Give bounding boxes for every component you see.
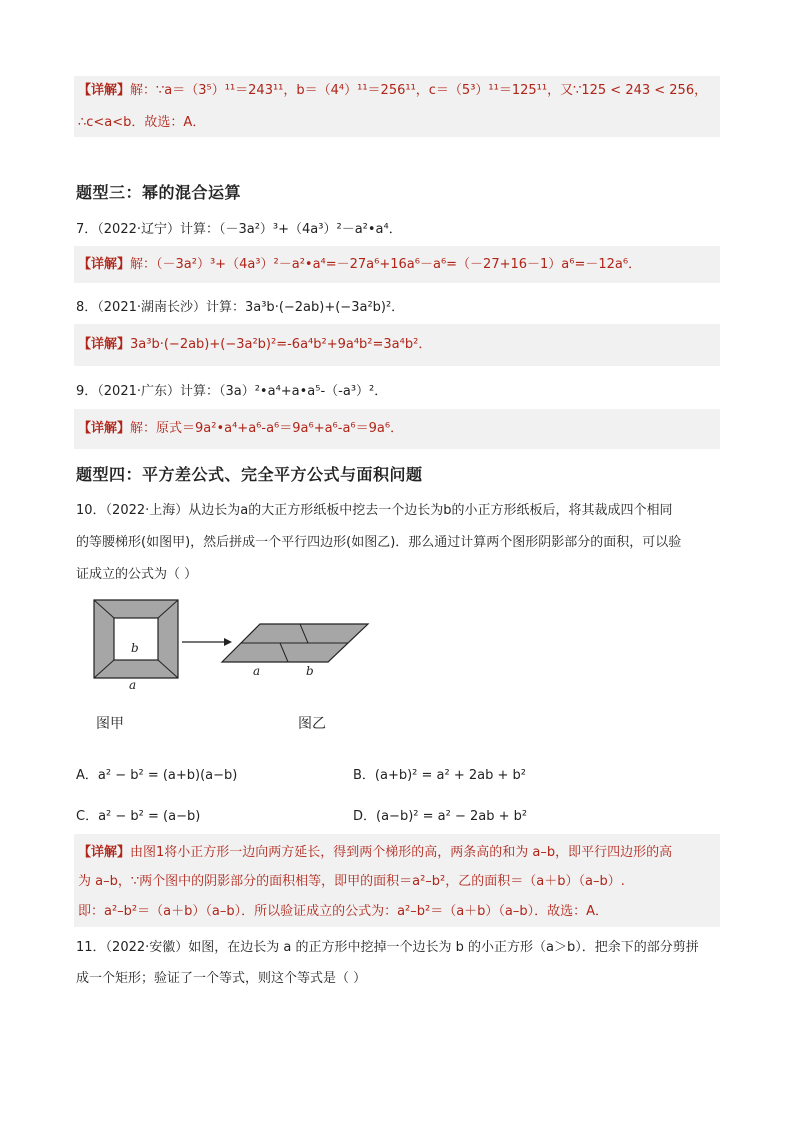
q10-answer-text1: 由图1将小正方形一边向两方延长，得到两个梯形的高，两条高的和为 a–b，即平行四边形的高 — [130, 845, 673, 860]
q7-answer — [78, 256, 641, 274]
q8-detail-tag: 【详解】 — [78, 337, 131, 352]
section-heading-4: 题型四：平方差公式、完全平方公式与面积问题 — [76, 465, 423, 484]
figure-yi-label-b: b — [306, 664, 314, 678]
q10-detail-tag: 【详解】 — [78, 845, 131, 860]
q9-stem: 9．（2021·广东）计算：（3a）²•a⁴+a•a⁵-（-a³）²． — [76, 384, 388, 399]
q10-stem-line1: 10．（2022·上海）从边长为a的大正方形纸板中挖去一个边长为b的小正方形纸板后，将其裁成四个相同 — [76, 503, 673, 518]
caption-jia: 图甲 — [96, 716, 124, 732]
q10-option-d[interactable]: D．(a−b)² = a² − 2ab + b² — [353, 809, 528, 824]
q10-option-c[interactable]: C．a² − b² = (a−b) — [76, 809, 201, 824]
q10-answer-line2: 为 a–b，∵两个图中的阴影部分的面积相等，即甲的面积＝a²–b²，乙的面积＝（a＋b）（a–b）. — [78, 874, 625, 889]
q6-answer-line2: ∴c<a<b．故选：A． — [78, 115, 206, 130]
q10-option-b[interactable]: B．(a+b)² = a² + 2ab + b² — [353, 768, 526, 783]
q7-stem: 7．（2022·辽宁）计算：（－3a²）³+（4a³）²－a²•a⁴． — [76, 222, 402, 237]
q9-detail-tag: 【详解】 — [78, 421, 131, 436]
figure-jia-label-b: b — [131, 641, 139, 655]
q11-stem-line2: 成一个矩形；验证了一个等式，则这个等式是（ ） — [76, 971, 367, 986]
q8-answer — [78, 336, 431, 354]
section-heading-3: 题型三：幂的混合运算 — [76, 183, 242, 202]
q10-answer-line3: 即：a²–b²＝（a＋b）（a–b）．所以验证成立的公式为：a²–b²＝（a＋b）（a–b）．故选：A． — [78, 904, 609, 919]
q7-detail-tag: 【详解】 — [78, 257, 131, 272]
q9-answer-text: 解：原式＝9a²•a⁴+a⁶-a⁶＝9a⁶+a⁶-a⁶＝9a⁶． — [130, 421, 404, 436]
q6-detail-tag: 【详解】 — [78, 83, 131, 98]
figure-yi-label-a: a — [253, 664, 261, 678]
q6-answer-text1: 解：∵a＝（3⁵）¹¹＝243¹¹，b＝（4⁴）¹¹＝256¹¹，c＝（5³）¹¹＝125¹¹，又∵125 < 243 < 256， — [130, 83, 708, 98]
q9-answer — [78, 420, 403, 438]
q11-stem-line1: 11．（2022·安徽）如图，在边长为 a 的正方形中挖掉一个边长为 b 的小正方形（a＞b）．把余下的部分剪拼 — [76, 940, 699, 955]
q10-option-a[interactable]: A．a² − b² = (a+b)(a−b) — [76, 768, 238, 783]
q10-stem-line3: 证成立的公式为（ ） — [76, 567, 198, 582]
q7-answer-text: 解：（－3a²）³+（4a³）²－a²•a⁴=－27a⁶+16a⁶－a⁶=（－27+16－1）a⁶=－12a⁶． — [130, 257, 642, 272]
q10-stem-line2: 的等腰梯形(如图甲)，然后拼成一个平行四边形(如图乙)．那么通过计算两个图形阴影部分的面积，可以验 — [76, 535, 682, 550]
q6-answer-line1 — [78, 82, 707, 100]
q8-stem: 8．（2021·湖南长沙）计算：3a³b·(−2ab)+(−3a²b)²． — [76, 300, 405, 315]
figure-jia-label-a: a — [129, 678, 137, 692]
figure-yi — [218, 620, 373, 668]
q10-answer-line1 — [78, 844, 672, 862]
q8-answer-text: 3a³b·(−2ab)+(−3a²b)²=-6a⁴b²+9a⁴b²=3a⁴b²． — [130, 337, 432, 352]
figure-jia — [90, 596, 190, 696]
caption-yi: 图乙 — [298, 716, 326, 732]
